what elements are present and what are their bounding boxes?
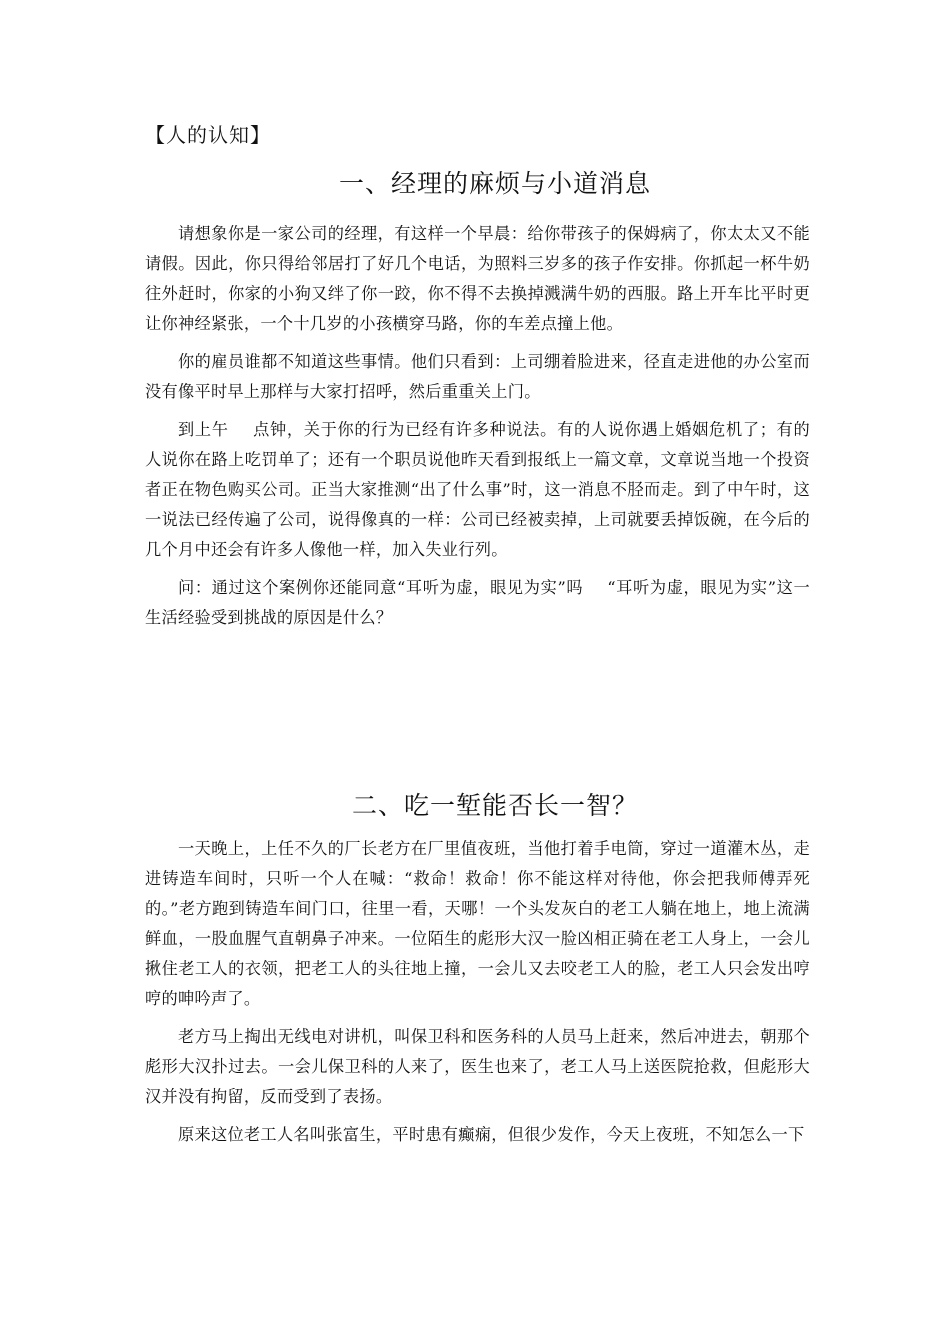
section-1-paragraph-2: 你的雇员谁都不知道这些事情。他们只看到：上司绷着脸进来，径直走进他的办公室而没有像平时早上那样与大家打招呼，然后重重关上门。 bbox=[145, 352, 810, 401]
section-1-body bbox=[145, 219, 810, 633]
question-part-2: “耳听为虚，眼见为实”这一生活经验受到挑战的原因是什么？ bbox=[145, 578, 810, 627]
category-tag: 【人的认知】 bbox=[145, 123, 271, 147]
section-2-body bbox=[145, 834, 810, 1150]
section-2-paragraph-2: 老方马上掏出无线电对讲机，叫保卫科和医务科的人员马上赶来，然后冲进去，朝那个彪形大汉扑过去。一会儿保卫科的人来了，医生也来了，老工人马上送医院抢救，但彪形大汉并没有拘留，反而受到了表扬。 bbox=[145, 1027, 810, 1106]
section-2-paragraph-3: 原来这位老工人名叫张富生，平时患有癫痫，但很少发作，今天上夜班，不知怎么一下 bbox=[178, 1125, 805, 1144]
section-1-question bbox=[145, 573, 810, 633]
section-2-title: 二、吃一堑能否长一智？ bbox=[351, 791, 638, 820]
section-1-paragraph-3 bbox=[145, 415, 810, 565]
section-1-title: 一、经理的麻烦与小道消息 bbox=[338, 169, 651, 198]
paragraph-3-text: 点钟，关于你的行为已经有许多种说法。有的人说你遇上婚姻危机了；有的人说你在路上吃罚单了；还有一个职员说他昨天看到报纸上一篇文章，文章说当地一个投资者正在物色购买公司。正当大家推测“出了什么事”时，这一消息不胫而走。到了中午时，这一说法已经传遍了公司，说得像真的一样：公司已经被卖掉，上司就要丢掉饭碗，在今后的几个月中还会有许多人像他一样，加入失业行列。 bbox=[145, 420, 810, 559]
time-prefix: 到上午 bbox=[178, 420, 229, 439]
section-2-paragraph-1: 一天晚上，上任不久的厂长老方在厂里值夜班，当他打着手电筒，穿过一道灌木丛，走进铸造车间时，只听一个人在喊：“救命！救命！你不能这样对待他，你会把我师傅弄死的。”老方跑到铸造车间门口，往里一看，天哪！一个头发灰白的老工人躺在地上，地上流满鲜血，一股血腥气直朝鼻子冲来。一位陌生的彪形大汉一脸凶相正骑在老工人身上，一会儿揪住老工人的衣领，把老工人的头往地上撞，一会儿又去咬老工人的脸，老工人只会发出哼哼的呻吟声了。 bbox=[145, 839, 810, 1008]
section-1-paragraph-1: 请想象你是一家公司的经理，有这样一个早晨：给你带孩子的保姆病了，你太太又不能请假。因此，你只得给邻居打了好几个电话，为照料三岁多的孩子作安排。你抓起一杯牛奶往外赶时，你家的小狗又绊了你一跤，你不得不去换掉溅满牛奶的西服。路上开车比平时更让你神经紧张，一个十几岁的小孩横穿马路，你的车差点撞上他。 bbox=[145, 224, 810, 333]
question-part-1: 问：通过这个案例你还能同意“耳听为虚，眼见为实”吗 bbox=[178, 578, 584, 597]
